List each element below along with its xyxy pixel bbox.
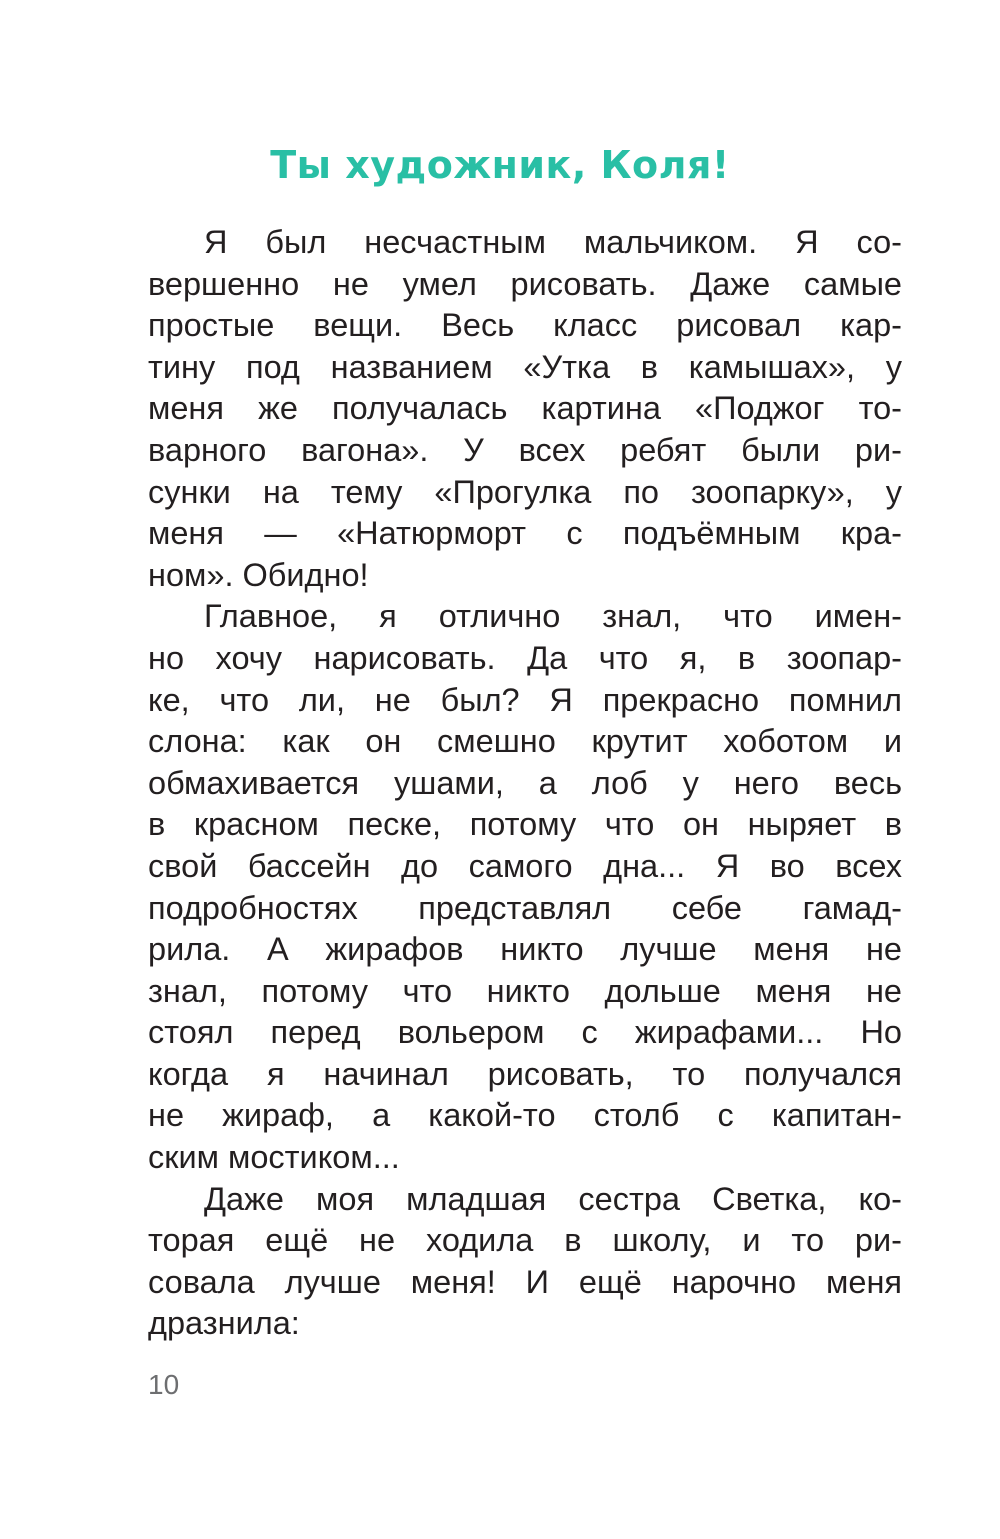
text-line: обмахивается ушами, а лоб у него весь [148, 764, 902, 801]
text-line: меня — «Натюрморт с подъёмным кра- [148, 515, 902, 552]
paragraph-2 [148, 596, 902, 1178]
text-line: рила. А жирафов никто лучше меня не [148, 931, 902, 968]
text-line: Главное, я отлично знал, что имен- [204, 598, 902, 635]
text-line: тину под названием «Утка в камышах», у [148, 348, 902, 385]
paragraph-1 [148, 222, 902, 596]
text-line: не жираф, а какой-то столб с капитан- [148, 1097, 902, 1134]
text-line: совала лучше меня! И ещё нарочно меня [148, 1263, 902, 1300]
text-line: знал, потому что никто дольше меня не [148, 972, 902, 1009]
text-line: подробностях представлял себе гамад- [148, 889, 902, 926]
text-line: вершенно не умел рисовать. Даже самые [148, 265, 902, 302]
text-line: в красном песке, потому что он ныряет в [148, 806, 902, 843]
text-line: свой бассейн до самого дна... Я во всех [148, 847, 902, 884]
text-line: ским мостиком... [148, 1139, 400, 1176]
chapter-title: Ты художник, Коля! [270, 143, 730, 187]
paragraph-3 [148, 1179, 902, 1345]
page-number: 10 [148, 1369, 180, 1400]
text-line: слона: как он смешно крутит хоботом и [148, 723, 902, 760]
body-text [148, 222, 902, 1345]
text-line: простые вещи. Весь класс рисовал кар- [148, 307, 902, 344]
text-line: сунки на тему «Прогулка по зоопарку», у [148, 473, 902, 510]
text-line: дразнила: [148, 1305, 300, 1342]
text-line: меня же получалась картина «Поджог то- [148, 390, 902, 427]
text-line: стоял перед вольером с жирафами... Но [148, 1014, 902, 1051]
text-line: варного вагона». У всех ребят были ри- [148, 431, 902, 468]
text-line: но хочу нарисовать. Да что я, в зоопар- [148, 639, 902, 676]
text-line: торая ещё не ходила в школу, и то ри- [148, 1222, 902, 1259]
text-line: ном». Обидно! [148, 556, 369, 593]
text-line: Я был несчастным мальчиком. Я со- [204, 224, 902, 260]
text-line: ке, что ли, не был? Я прекрасно помнил [148, 681, 902, 718]
text-line: Даже моя младшая сестра Светка, ко- [204, 1180, 902, 1217]
text-line: когда я начинал рисовать, то получался [148, 1055, 902, 1092]
